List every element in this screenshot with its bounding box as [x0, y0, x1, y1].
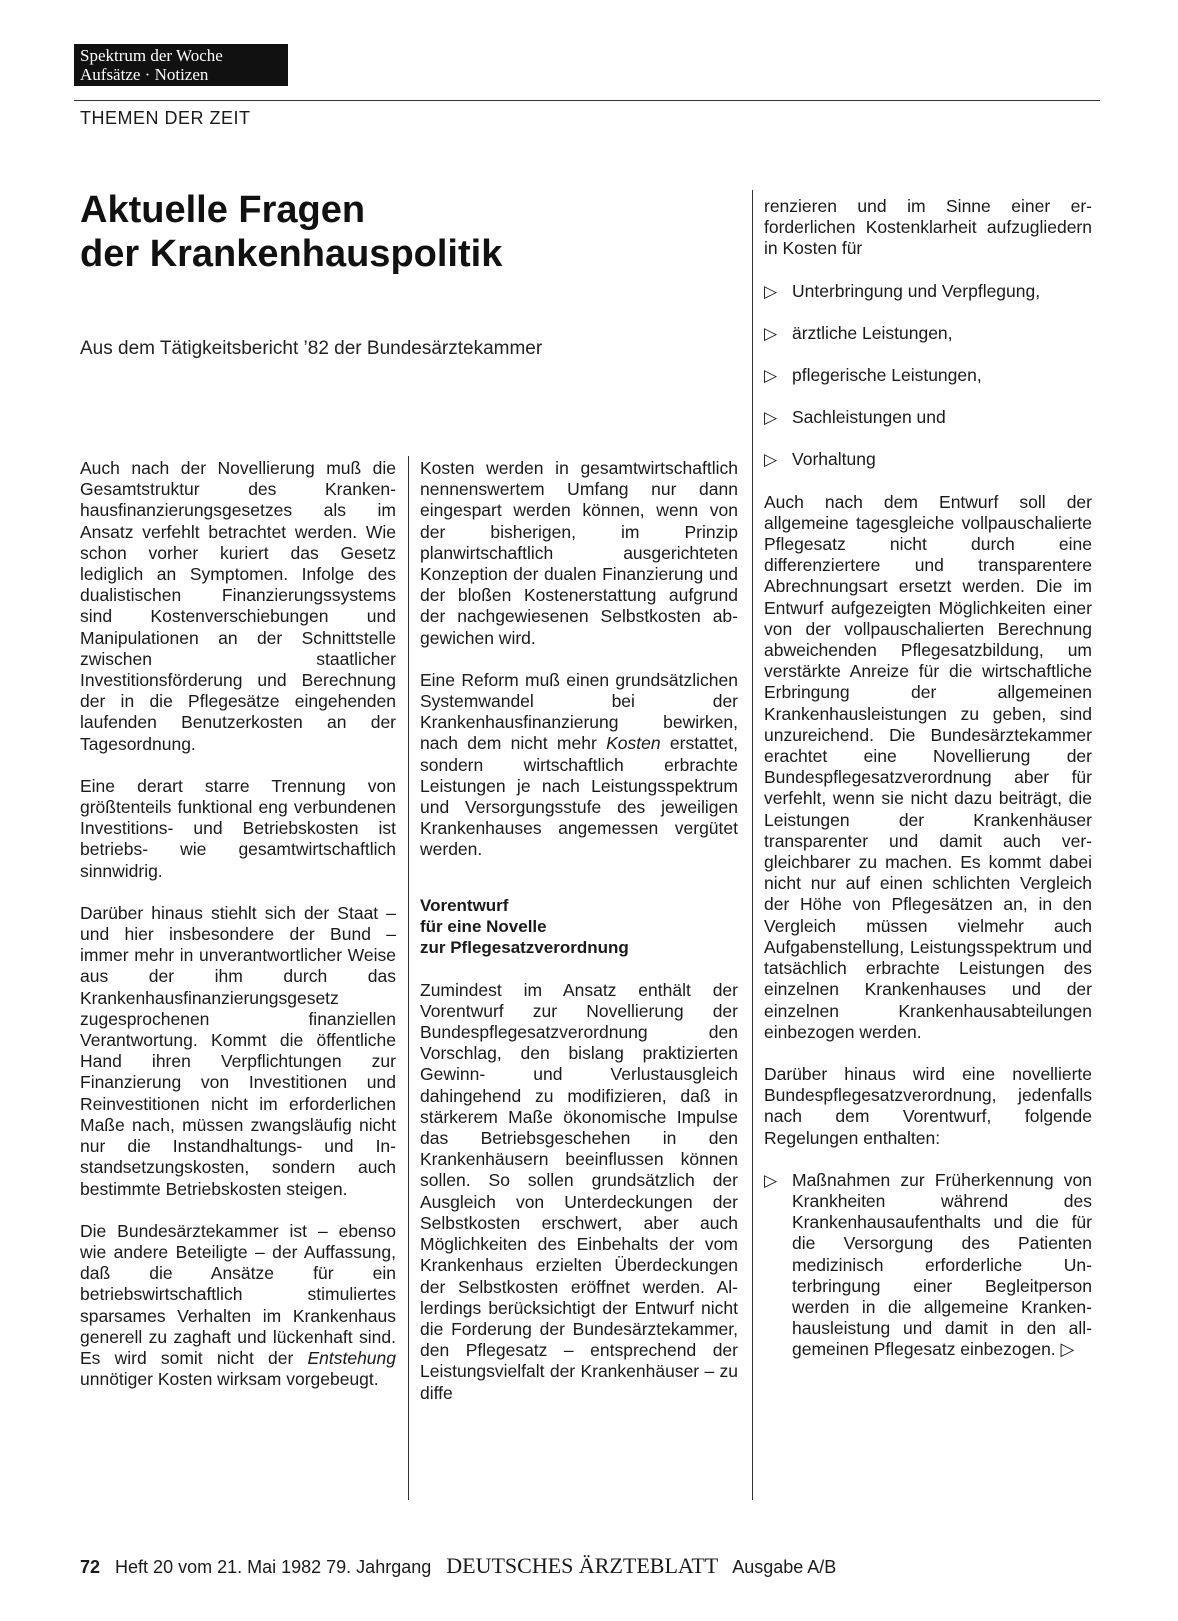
list-item-text: [792, 1170, 1092, 1361]
section-tag: THEMEN DER ZEIT: [80, 108, 251, 128]
list-item-text: Unterbringung und Verpflegung,: [792, 280, 1041, 301]
subheading-line-2: für eine Novelle: [420, 916, 547, 936]
section-header-box: [74, 44, 288, 86]
list-item-text: ärztliche Leistungen,: [792, 322, 953, 343]
subheading-line-1: Vorentwurf: [420, 895, 509, 915]
paragraph: Auch nach dem Entwurf soll der allgemeine tagesgleiche vollpauschalierte Pflegesatz nicht durch eine differenziertere und transparentere Abrechnungsart ersetzt werden. Die im Entwurf aufgezeigten Möglichkeiten einer von der vollpauschalierten Berechnung abweichenden Pflegesatzbildung, um verstärkte Anreize für die wirtschaftliche Erbringung der allgemeinen Krankenhausleistungen zu geben, sind unzureichend. Die Bundesärztekammer erachtet eine Novellierung der Bundespflegesatzverordnung aber für verfehlt, wenn sie nicht dazu beiträgt, die Leistungen der Krankenhäuser transparenter und damit auch vergleichbarer zu machen. Es kommt dabei nicht nur auf einen schlichten Vergleich der Höhe von Pflegesätzen an, in den Vergleich müssen vielmehr auch Aufgabenstellung, Leistungsspektrum und tatsächlich erbrachte Leistungen des einzelnen Krankenhauses und der einzelnen Krankenhausabteilungen einbezogen werden.: [764, 491, 1092, 1042]
paragraph: Eine derart starre Trennung von größtenteils funktional eng verbundenen Investitions- und Betriebskosten ist betriebs- wie gesamtwirtschaftlich sinnwidrig.: [80, 775, 396, 881]
emphasis: Entstehung: [307, 1347, 396, 1368]
column-divider-left: [408, 456, 409, 1500]
paragraph: Darüber hinaus stiehlt sich der Staat – und hier insbesondere der Bund – immer mehr in unverantwortlicher Weise aus der ihm durch das Krankenhausfinanzierungsgesetz zugesprochenen finanziellen Verantwortung. Kommt die öffentliche Hand ihren Verpflichtungen zur Finanzierung von Investitionen und Reinvestitionen nicht im erforderlichen Maße nach, müssen zwangsläufig nicht nur die Instandhaltungs- und Instandsetzungskosten, sondern auch bestimmte Betriebskosten steigen.: [80, 902, 396, 1199]
page-footer: [80, 1553, 836, 1579]
text-column-1: [80, 458, 396, 1411]
paragraph-text: unnötiger Kosten wirksam vorgebeugt.: [80, 1369, 379, 1390]
header-line-1: Spektrum der Woche: [80, 46, 223, 65]
column-divider-right: [752, 190, 753, 1500]
page-number: 72: [80, 1557, 101, 1577]
triangle-arrow-icon: ▷: [764, 450, 778, 470]
header-line-2: Aufsätze · Notizen: [80, 65, 209, 84]
triangle-arrow-icon: ▷: [764, 408, 778, 428]
paragraph: Zumindest im Ansatz enthält der Vorentwurf zur Novellierung der Bundespflegesatzverordnung den Vorschlag, den bislang praktizierten Gewinn- und Verlustausgleich dahingehend zu modifizieren, daß in stärkerem Maße ökonomische Impulse das Betriebsgeschehen in den Krankenhäusern beeinflussen können sollen. So sollen grundsätzlich der Ausgleich von Unterdeckungen der Selbstkosten erschwert, aber auch Möglichkeiten des Einbehalts der vom Krankenhaus erzielten Überdeckungen der Selbstkosten eröffnet werden. Allerdings berücksichtigt der Entwurf nicht die Forderung der Bundesärztekammer, den Pflegesatz – entsprechend der Leistungsvielfalt der Krankenhäuser – zu diffe: [420, 979, 738, 1403]
triangle-arrow-icon: ▷: [764, 1170, 778, 1190]
paragraph: Auch nach der Novellierung muß die Gesamtstruktur des Krankenhausfinanzierungsgesetzes als im Ansatz verfehlt betrachtet werden. Wie schon vorher kuriert das Gesetz lediglich an Symptomen. Infolge des dualistischen Finanzierungssystems sind Kostenverschiebungen und Manipulationen an der Schnittstelle zwischen staatlicher Investitionsförderung und Berechnung der in die Pflegesätze eingehenden laufenden Benutzerkosten an der Tagesordnung.: [80, 458, 396, 754]
paragraph: [80, 1221, 396, 1391]
subheading-line-3: zur Pflegesatzverordnung: [420, 937, 629, 957]
paragraph-text: erstattet, sondern wirtschaftlich erbrachte Leistungen je nach Leistungsspektrum und Versorgungsstufe des jeweiligen Krankenhauses angemessen vergütet werden.: [420, 733, 738, 860]
list-item: [764, 365, 1092, 386]
triangle-arrow-icon: ▷: [764, 323, 778, 343]
text-column-3: [764, 196, 1092, 1382]
title-line-2: der Krankenhauspolitik: [80, 233, 503, 275]
article-title: [80, 188, 720, 276]
paragraph-text: Die Bundesärztekammer ist – ebenso wie andere Beteiligte – der Auffassung, daß die Ansätze für ein betriebswirtschaftlich stimuliertes sparsames Verhalten im Krankenhaus generell zu zaghaft und lückenhaft sind. Es wird somit nicht der: [80, 1220, 396, 1368]
list-item: [764, 323, 1092, 344]
list-item: [764, 407, 1092, 428]
paragraph: [420, 670, 738, 861]
continue-arrow-icon: ▷: [1060, 1339, 1075, 1360]
article-subtitle: Aus dem Tätigkeitsbericht ’82 der Bundesärztekammer: [80, 338, 543, 359]
text-column-2: [420, 458, 738, 1425]
triangle-arrow-icon: ▷: [764, 366, 778, 386]
list-item-text: Vorhaltung: [792, 449, 876, 470]
paragraph: Kosten werden in gesamtwirtschaftlich nennenswertem Umfang nur dann eingespart werden können, wenn von der bisherigen, im Prinzip planwirtschaftlich ausgerichteten Konzeption der dualen Finanzierung und der bloßen Kostenerstattung aufgrund der nachgewiesenen Selbstkosten abgewichen wird.: [420, 458, 738, 648]
subheading: [420, 895, 738, 958]
edition-info: Ausgabe A/B: [732, 1557, 837, 1577]
list-item-body: Maßnahmen zur Früherkennung von Krankheiten während des Krankenhausaufenthalts und die für die Versorgung des Patienten medizinisch erforderliche Unterbringung einer Begleitperson werden in die allgemeine Krankenhausleistung und damit in den allgemeinen Pflegesatz einbezogen.: [792, 1169, 1092, 1360]
list-item-text: Sachleistungen und: [792, 407, 946, 428]
list-item-text: pflegerische Leistungen,: [792, 365, 982, 386]
list-item: [764, 281, 1092, 302]
list-item: [764, 449, 1092, 470]
triangle-arrow-icon: ▷: [764, 281, 778, 301]
paragraph-text: Eine Reform muß einen grundsätzlichen Systemwandel bei der Krankenhausfinanzierung bewirken, nach dem nicht mehr: [420, 669, 738, 754]
journal-name: DEUTSCHES ÄRZTEBLATT: [446, 1553, 719, 1578]
issue-info: Heft 20 vom 21. Mai 1982 79. Jahrgang: [115, 1557, 432, 1577]
header-rule: [74, 100, 1100, 101]
paragraph: Darüber hinaus wird eine novellierte Bundespflegesatzverordnung, jedenfalls nach dem Vorentwurf, folgende Regelungen enthalten:: [764, 1063, 1092, 1148]
list-item: [764, 1170, 1092, 1361]
paragraph: renzieren und im Sinne einer erforderlichen Kostenklarheit aufzugliedern in Kosten für: [764, 196, 1092, 259]
emphasis: Kosten: [606, 733, 661, 754]
title-line-1: Aktuelle Fragen: [80, 189, 366, 231]
